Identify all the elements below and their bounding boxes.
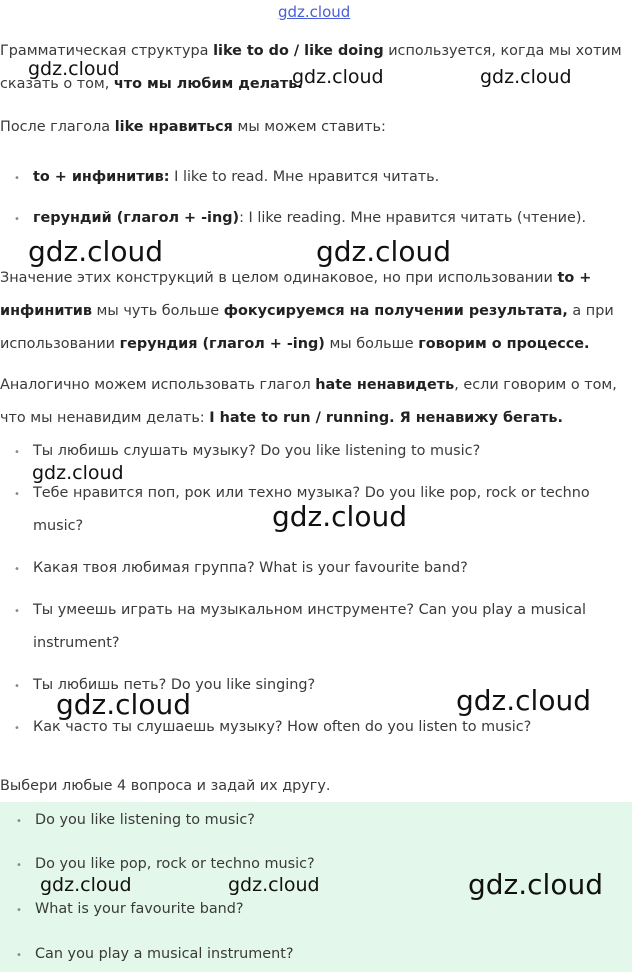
watermark: gdz.cloud [40, 874, 132, 896]
task-text [0, 770, 632, 803]
answer-text: What is your favourite band? [35, 901, 244, 917]
text: Выбери любые 4 вопроса и задай их другу. [0, 778, 331, 794]
text: используется, когда мы хотим [383, 43, 622, 59]
watermark: gdz.cloud [480, 66, 572, 88]
bullet: • [14, 606, 20, 617]
watermark: gdz.cloud [468, 868, 603, 901]
bullet: • [14, 173, 20, 184]
bullet: • [14, 489, 20, 500]
question-text: Ты любишь петь? Do you like singing? [33, 677, 316, 693]
text-bold: like нравиться [114, 119, 233, 135]
watermark: gdz.cloud [456, 684, 591, 717]
answer-text: Do you like listening to music? [35, 812, 255, 828]
text-bold: like to do / like doing [213, 43, 384, 59]
bullet: • [14, 681, 20, 692]
text: а при [567, 303, 614, 319]
watermark: gdz.cloud [272, 500, 407, 533]
question-text: Тебе нравится поп, рок или техно музыка? Do you like pop, rock or techno [33, 485, 590, 501]
text: использовании [0, 336, 120, 352]
bullet: • [14, 564, 20, 575]
text: мы чуть больше [91, 303, 224, 319]
bullet: • [16, 905, 22, 916]
bullet: • [14, 214, 20, 225]
text-bold: инфинитив [0, 303, 92, 319]
bullet: • [16, 860, 22, 871]
bullet: • [14, 447, 20, 458]
watermark: gdz.cloud [292, 66, 384, 88]
paragraph-hate [0, 369, 632, 435]
paragraph-meaning [0, 262, 632, 361]
text: Грамматическая структура [0, 43, 214, 59]
watermark: gdz.cloud [28, 235, 163, 268]
text: мы можем ставить: [232, 119, 386, 135]
text: После глагола [0, 119, 115, 135]
bullet: • [14, 723, 20, 734]
watermark: gdz.cloud [316, 235, 451, 268]
text: сказать о том, [0, 76, 114, 92]
paragraph-like [0, 111, 632, 144]
answer-text: Do you like pop, rock or techno music? [35, 856, 315, 872]
bullet: • [16, 816, 22, 827]
watermark: gdz.cloud [32, 462, 124, 484]
text-bold: герундия (глагол + -ing) [119, 336, 325, 352]
question-text: Ты любишь слушать музыку? Do you like listening to music? [33, 443, 481, 459]
question-text: Какая твоя любимая группа? What is your favourite band? [33, 560, 468, 576]
question-text: Как часто ты слушаешь музыку? How often do you listen to music? [33, 719, 532, 735]
question-text: Ты умеешь играть на музыкальном инструменте? Can you play a musical [33, 602, 587, 618]
text-bold: hate ненавидеть [315, 377, 455, 393]
watermark-top[interactable]: gdz.cloud [278, 3, 351, 21]
text: , если говорим о том, [454, 377, 617, 393]
text-bold: герундий (глагол + -ing) [33, 210, 240, 226]
text: Значение этих конструкций в целом одинаковое, но при использовании [0, 270, 558, 286]
text-bold: говорим о процессе. [418, 336, 590, 352]
text-bold: to + инфинитив: [33, 169, 170, 185]
text-bold: фокусируемся на получении результата, [223, 303, 568, 319]
text: I like to read. Мне нравится читать. [169, 169, 440, 185]
text: мы больше [324, 336, 419, 352]
text-bold: I hate to run / running. Я ненавижу бегать. [209, 410, 563, 426]
watermark: gdz.cloud [228, 874, 320, 896]
answer-text: Can you play a musical instrument? [35, 946, 294, 962]
text-bold: to + [557, 270, 592, 286]
text: : I like reading. Мне нравится читать (чтение). [239, 210, 587, 226]
bullet: • [16, 950, 22, 961]
question-text: music? [33, 518, 84, 534]
text-bold: что мы любим делать. [113, 76, 303, 92]
question-text: instrument? [33, 635, 120, 651]
text: что мы ненавидим делать: [0, 410, 210, 426]
text: Аналогично можем использовать глагол [0, 377, 316, 393]
watermark: gdz.cloud [56, 688, 191, 721]
watermark: gdz.cloud [28, 58, 120, 80]
